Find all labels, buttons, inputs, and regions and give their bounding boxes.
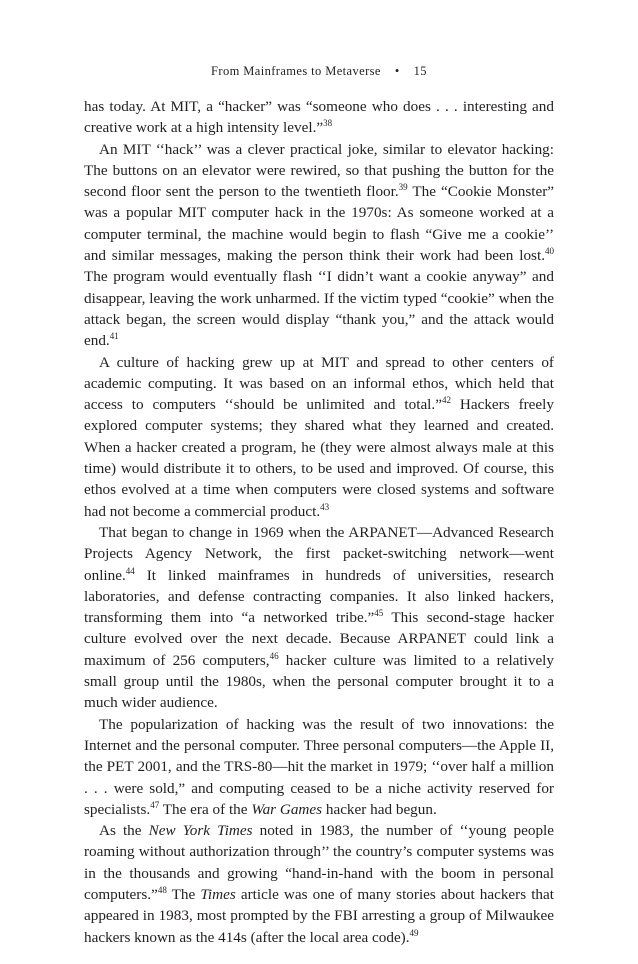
text-run: Hackers freely explored computer systems; they shared what they learned and created. When a hacker created a program, he (they were almost always male at this time) would distribute it to others, to be used and improved. Of course, this ethos evolved at a time when computers were closed systems and software had not become a commercial product.	[84, 396, 554, 520]
text-run: The program would eventually flash ‘‘I didn’t want a cookie anyway” and disappear, leaving the work unharmed. If the victim typed “cookie” when the attack began, the screen would display “thank you,” and the attack would end.	[84, 268, 554, 350]
text-run: A culture of hacking grew up at MIT and spread to other centers of academic computing. It was based on an informal ethos, which held that access to computers ‘‘should be unlimited and total.”	[84, 353, 554, 414]
body-text	[84, 96, 554, 948]
running-head-title: From Mainframes to Metaverse	[211, 64, 381, 78]
footnote-ref: 45	[374, 608, 384, 619]
italic-title: Times	[200, 885, 236, 903]
text-run: has today. At MIT, a “hacker” was “someone who does . . . interesting and creative work at a high intensity level.”	[84, 98, 554, 137]
footnote-ref: 40	[545, 246, 554, 257]
footnote-ref: 41	[109, 331, 119, 342]
footnote-ref: 49	[409, 927, 419, 938]
page-number: 15	[413, 64, 427, 78]
paragraph	[84, 714, 554, 820]
paragraph	[84, 820, 554, 948]
running-head-bullet: •	[394, 64, 400, 78]
footnote-ref: 44	[125, 565, 135, 576]
text-run: article was one of many stories about hackers that appeared in 1983, most prompted by the FBI arresting a group of Milwaukee hackers known as the 414s (after the local area code).	[84, 885, 554, 946]
text-run: The “Cookie Monster” was a popular MIT computer hack in the 1970s: As someone worked at a computer terminal, the machine would begin to flash “Give me a cookie’’ and similar messages, making the person think their work had been lost.	[84, 183, 554, 265]
text-run: This second-stage hacker culture evolved over the next decade. Because ARPANET could link a maximum of 256 computers,	[84, 609, 554, 669]
footnote-ref: 48	[157, 884, 167, 895]
footnote-ref: 47	[150, 799, 160, 810]
text-run: hacker culture was limited to a relatively small group until the 1980s, when the personal computer brought it to a much wider audience.	[84, 651, 554, 712]
footnote-ref: 46	[269, 650, 279, 661]
text-run: noted in 1983, the number of ‘‘young people roaming without authorization through’’ the country’s computer systems was in the thousands and growing “hand-in-hand with the boom in personal computers.”	[84, 822, 554, 903]
text-run: As the	[99, 822, 149, 840]
text-run: The era of the	[159, 800, 252, 818]
text-run: The	[166, 885, 201, 903]
paragraph	[84, 96, 554, 139]
italic-title: New York Times	[148, 822, 253, 840]
footnote-ref: 38	[323, 118, 333, 129]
paragraph	[84, 352, 554, 522]
footnote-ref: 43	[320, 501, 330, 512]
footnote-ref: 39	[398, 182, 408, 193]
text-run: It linked mainframes in hundreds of universities, research laboratories, and defense contracting companies. It also linked hackers, transforming them into “a networked tribe.”	[84, 566, 554, 627]
italic-title: War Games	[251, 800, 323, 818]
paragraph	[84, 522, 554, 714]
text-run: The popularization of hacking was the result of two innovations: the Internet and the personal computer. Three personal computers—the Apple II, the PET 2001, and the TRS-80—hit the market in 1979; ‘‘over half a million . . . were sold,” and computing ceased to be a niche activity reserved for specialists.	[84, 715, 554, 818]
paragraph	[84, 139, 554, 352]
text-run: That began to change in 1969 when the ARPANET—Advanced Research Projects Agency Network, the first packet-switching network—went online.	[84, 523, 554, 584]
running-head	[84, 64, 554, 79]
text-run: An MIT ‘‘hack’’ was a clever practical joke, similar to elevator hacking: The buttons on an elevator were rewired, so that pushing the button for the second floor sent the person to the twentieth floor.	[84, 140, 554, 201]
footnote-ref: 42	[441, 395, 451, 406]
text-run: hacker had begun.	[322, 800, 437, 818]
